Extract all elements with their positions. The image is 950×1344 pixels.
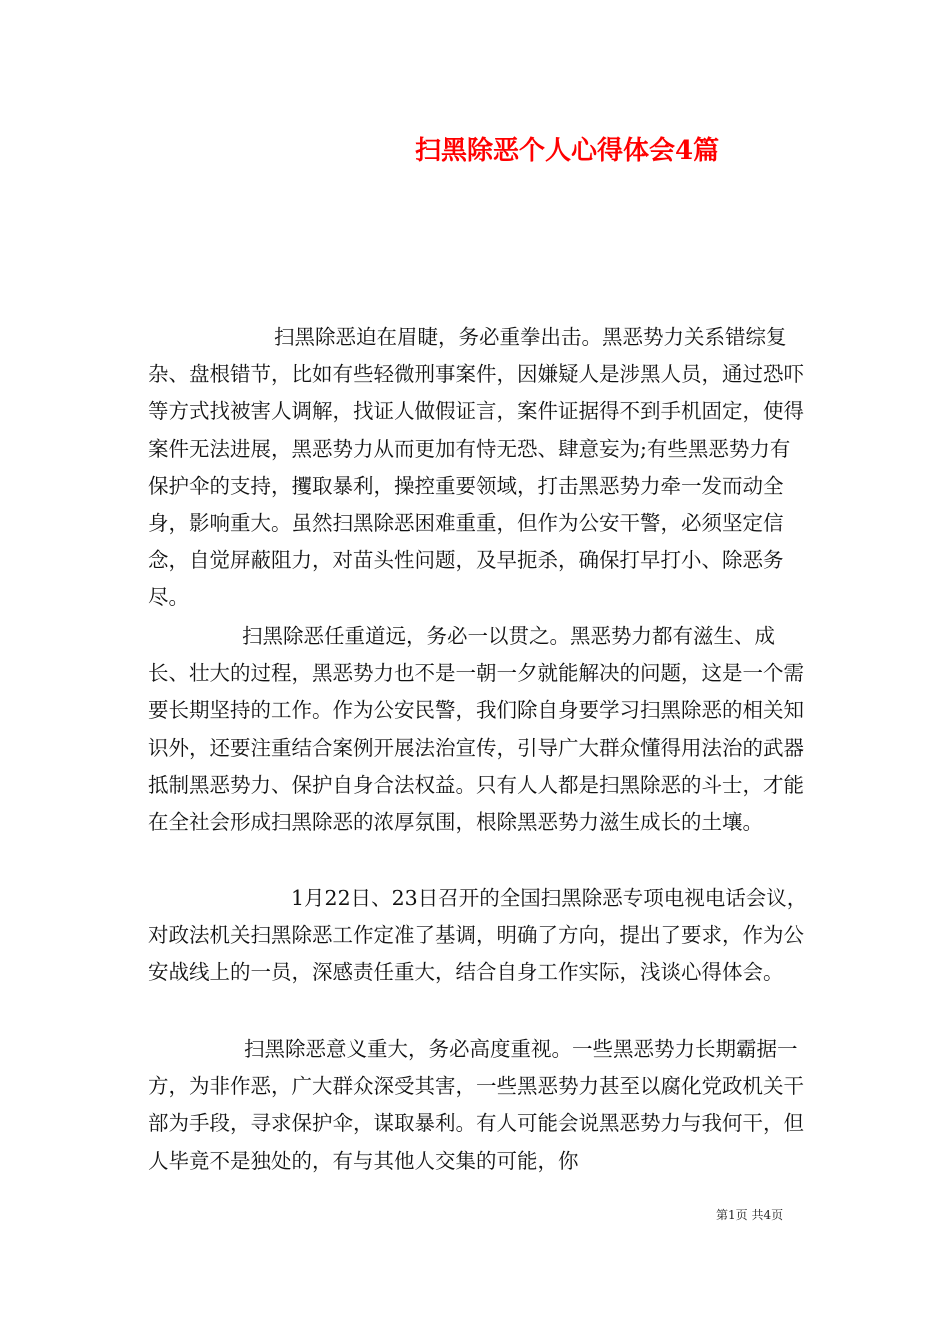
paragraph-4: 扫黑除恶意义重大，务必高度重视。一些黑恶势力长期霸据一方，为非作恶，广大群众深受其害，一些黑恶势力甚至以腐化党政机关干部为手段，寻求保护伞，谋取暴利。有人可能会说黑恶势力与我何干，但人毕竟不是独处的，有与其他人交集的可能，你	[148, 1037, 804, 1173]
paragraph-2: 扫黑除恶任重道远，务必一以贯之。黑恶势力都有滋生、成长、壮大的过程，黑恶势力也不是一朝一夕就能解决的问题，这是一个需要长期坚持的工作。作为公安民警，我们除自身要学习扫黑除恶的相关知识外，还要注重结合案例开展法治宣传，引导广大群众懂得用法治的武器抵制黑恶势力、保护自身合法权益。只有人人都是扫黑除恶的斗士，才能在全社会形成扫黑除恶的浓厚氛围，根除黑恶势力滋生成长的土壤。	[148, 624, 804, 835]
paragraph-3: 1月22日、23日召开的全国扫黑除恶专项电视电话会议，对政法机关扫黑除恶工作定准了基调，明确了方向，提出了要求，作为公安战线上的一员，深感责任重大，结合自身工作实际，浅谈心得体会。	[148, 886, 808, 985]
document-title: 扫黑除恶个人心得体会4篇	[415, 136, 720, 166]
paragraph-1: 扫黑除恶迫在眉睫，务必重拳出击。黑恶势力关系错综复杂、盘根错节，比如有些轻微刑事案件，因嫌疑人是涉黑人员，通过恐吓等方式找被害人调解，找证人做假证言，案件证据得不到手机固定，使得案件无法进展，黑恶势力从而更加有恃无恐、肆意妄为;有些黑恶势力有保护伞的支持，攫取暴利，操控重要领域，打击黑恶势力牵一发而动全身，影响重大。虽然扫黑除恶困难重重，但作为公安干警，必须坚定信念，自觉屏蔽阻力，对苗头性问题，及早扼杀，确保打早打小、除恶务尽。	[148, 325, 804, 610]
page-number-footer: 第1页 共4页	[716, 1208, 784, 1222]
